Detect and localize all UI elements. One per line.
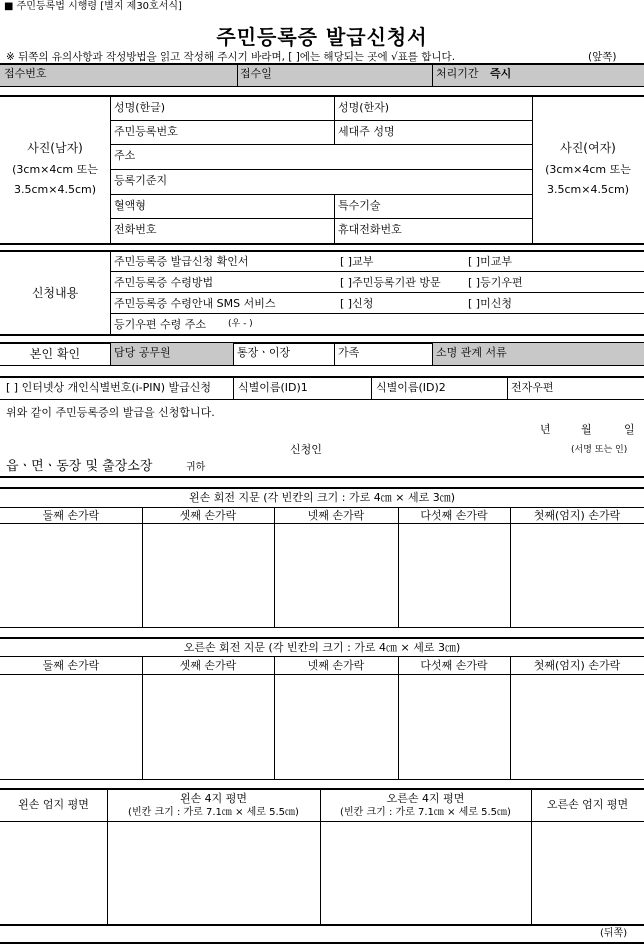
photo-male-size-2: 3.5cm×4.5cm) [13,183,97,196]
right-finger-4-label: 넷째 손가락 [307,659,365,672]
photo-female-label: 사진(여자) [560,141,616,155]
recipient-label: 읍ㆍ면ㆍ동장 및 출장소장 [6,459,153,474]
left-hand-title: 왼손 회전 지문 (각 빈칸의 크기 : 가로 4㎝ × 세로 3㎝) [189,491,455,504]
phone-label: 전화번호 [114,223,157,236]
photo-male-label: 사진(남자) [27,141,83,155]
name-hanja-label: 성명(한자) [338,101,390,114]
right-finger-2-label: 둘째 손가락 [42,659,100,672]
option-not-issue[interactable]: [ ]미교부 [468,255,512,268]
day-label: 일 [624,423,635,436]
email-label: 전자우편 [511,381,554,394]
right-thumb-flat-label: 오른손 엄지 평면 [546,798,629,811]
right-finger-5-label: 다섯째 손가락 [420,659,488,672]
declaration-text: 위와 같이 주민등록증의 발급을 신청합니다. [6,406,215,419]
left-four-flat-title: 왼손 4지 평면 [179,792,248,805]
form-title: 주민등록증 발급신청서 [216,25,428,49]
ipin-apply-option[interactable]: [ ] 인터넷상 개인식별번호(i-PIN) 발급신청 [6,381,212,394]
left-finger-5-label: 다섯째 손가락 [420,509,488,522]
mail-address-label: 등기우편 수령 주소 [114,318,207,331]
householder-name-label: 세대주 성명 [338,125,395,138]
recipient-suffix: 귀하 [186,462,206,473]
processing-period-value: 즉시 [490,67,512,80]
receipt-row-shade [0,64,644,86]
instruction-notice: ※ 뒤쪽의 유의사항과 작성방법을 읽고 작성해 주시기 바라며, [ ]에는 해당되는 곳에 √표를 합니다. [6,51,456,63]
chief-label: 통장ㆍ이장 [237,346,291,359]
page-front-label: (앞쪽) [588,51,617,63]
name-korean-label: 성명(한글) [114,101,166,114]
right-four-flat-size: (빈칸 크기 : 가로 7.1㎝ × 세로 5.5㎝) [340,807,511,818]
id1-label: 식별이름(ID)1 [238,381,308,394]
right-four-flat-title: 오른손 4지 평면 [386,792,465,805]
right-finger-3-label: 셋째 손가락 [179,659,237,672]
receipt-method-label: 주민등록증 수령방법 [114,276,214,289]
applicant-label: 신청인 [290,443,322,456]
id2-label: 식별이름(ID)2 [376,381,446,394]
month-label: 월 [581,423,592,436]
registration-base-label: 등록기준지 [114,174,168,187]
mobile-label: 휴대전화번호 [338,223,402,236]
application-section-label: 신청내용 [31,286,79,300]
special-skill-label: 특수기술 [338,199,381,212]
receipt-number-label: 접수번호 [4,67,47,80]
left-finger-3-label: 셋째 손가락 [179,509,237,522]
resident-number-label: 주민등록번호 [114,125,178,138]
docs-label: 소명 관계 서류 [436,346,507,359]
left-finger-1-label: 첫째(엄지) 손가락 [533,509,621,522]
option-issue[interactable]: [ ]교부 [340,255,374,268]
option-registered-mail[interactable]: [ ]등기우편 [468,276,523,289]
postal-code-field[interactable]: (우 - ) [228,319,253,329]
right-finger-1-label: 첫째(엄지) 손가락 [533,659,621,672]
left-finger-2-label: 둘째 손가락 [42,509,100,522]
option-visit-office[interactable]: [ ]주민등록기관 방문 [340,276,441,289]
right-hand-title: 오른손 회전 지문 (각 빈칸의 크기 : 가로 4㎝ × 세로 3㎝) [183,641,461,654]
sign-note: (서명 또는 인) [571,445,628,455]
sms-service-label: 주민등록증 수령안내 SMS 서비스 [114,297,276,310]
photo-female-size-1: (3cm×4cm 또는 [545,163,631,176]
address-label: 주소 [114,149,136,162]
left-four-flat-size: (빈칸 크기 : 가로 7.1㎝ × 세로 5.5㎝) [128,807,299,818]
option-sms-decline[interactable]: [ ]미신청 [468,297,512,310]
family-label: 가족 [338,346,360,359]
processing-period-label: 처리기간 [436,67,479,80]
official-label: 담당 공무원 [114,346,171,359]
photo-female-size-2: 3.5cm×4.5cm) [546,183,630,196]
left-thumb-flat-label: 왼손 엄지 평면 [18,798,89,811]
law-reference: ■ 주민등록법 시행령 [별지 제30호서식] [4,1,182,12]
left-finger-4-label: 넷째 손가락 [307,509,365,522]
receipt-date-label: 접수일 [240,67,272,80]
option-sms-apply[interactable]: [ ]신청 [340,297,374,310]
photo-male-size-1: (3cm×4cm 또는 [12,163,98,176]
page-back-label: (뒤쪽) [600,928,628,939]
identity-confirm-label: 본인 확인 [29,347,81,361]
blood-type-label: 혈액형 [114,199,146,212]
year-label: 년 [540,423,551,436]
confirmation-label: 주민등록증 발급신청 확인서 [114,255,249,268]
